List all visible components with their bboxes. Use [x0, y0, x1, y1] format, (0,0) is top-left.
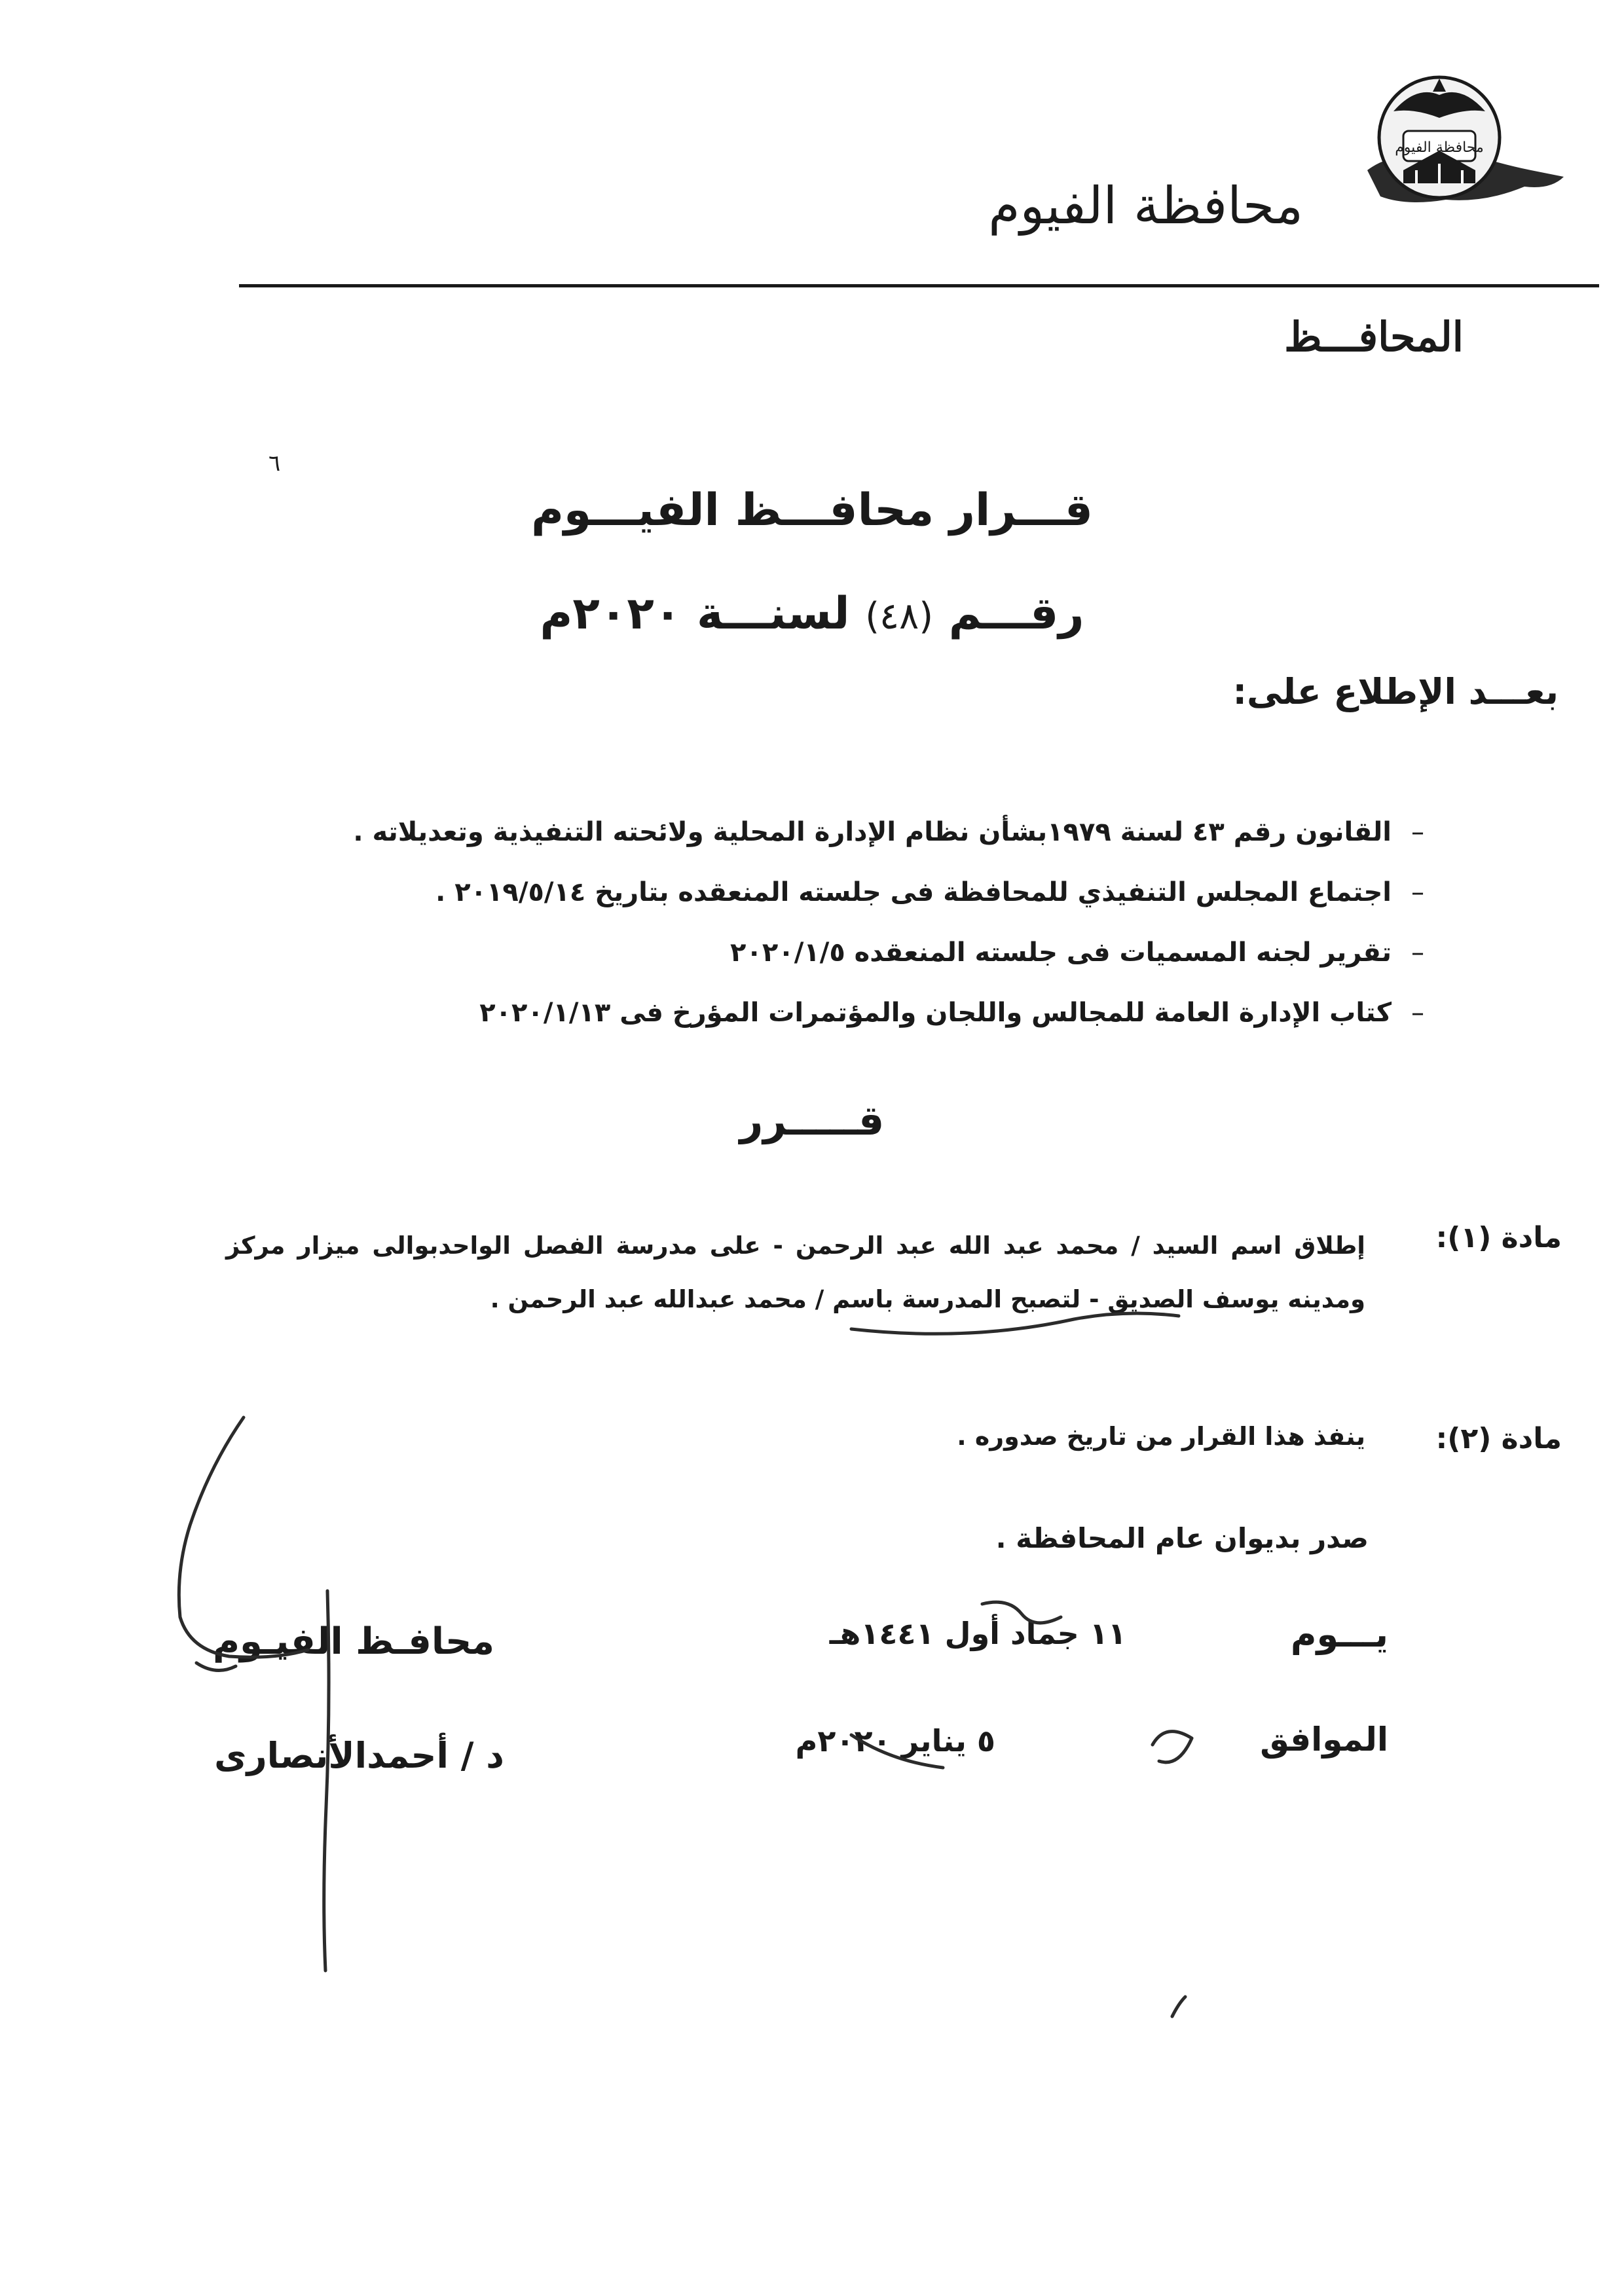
reference-text: تقرير لجنه المسميات فى جلسته المنعقده ٢٠٢٠/١/٥	[730, 938, 1392, 968]
dash-bullet: –	[1411, 817, 1424, 847]
hijri-date-value: ١١ جماد أول ١٤٤١هـ	[829, 1616, 1126, 1651]
gregorian-date-value: ٥ يناير ٢٠٢٠م	[795, 1723, 995, 1758]
header-divider	[239, 284, 1599, 287]
signature-name: د / أحمدالأنصارى	[214, 1735, 504, 1776]
dash-bullet: –	[1411, 877, 1424, 907]
article-1-text: إطلاق اسم السيد / محمد عبد الله عبد الرحمن - على مدرسة الفصل الواحدبوالى ميزار مركز ومدينه يوسف الصديق - لتصبح المدرسة باسم / محمد عبدالله عبد الرحمن .	[226, 1231, 1365, 1313]
list-item	[134, 983, 1444, 1043]
decree-number-suffix: لسنـــة ٢٠٢٠م	[540, 588, 850, 640]
reference-text: القانون رقم ٤٣ لسنة ١٩٧٩بشأن نظام الإدارة المحلية ولائحته التنفيذية وتعديلاته .	[353, 817, 1392, 847]
decided-heading: قـــــرر	[739, 1097, 885, 1144]
office-title: المحافـــظ	[1284, 313, 1464, 361]
references-list	[134, 802, 1444, 1043]
list-item	[134, 862, 1444, 922]
reference-text: كتاب الإدارة العامة للمجالس واللجان والمؤتمرات المؤرخ فى ٢٠٢٠/١/١٣	[479, 998, 1392, 1028]
page-number: ٦	[268, 450, 281, 477]
article-2-label: مادة (٢):	[1435, 1422, 1562, 1455]
governorate-name: محافظة الفيوم	[988, 177, 1303, 236]
reference-text: اجتماع المجلس التنفيذي للمحافظة فى جلسته المنعقده بتاريخ ٢٠١٩/٥/١٤ .	[435, 877, 1392, 907]
signature-title: محافـظ الفيـوم	[212, 1620, 494, 1663]
decree-number-line	[0, 588, 1624, 640]
decree-number: (٤٨)	[865, 595, 934, 638]
hijri-date-label: يـــوم	[1290, 1614, 1388, 1655]
gregorian-date-label: الموافق	[1260, 1721, 1388, 1758]
seal-text: محافظة الفيوم	[1395, 139, 1484, 156]
article-1-label: مادة (١):	[1435, 1221, 1562, 1254]
article-2-text: ينفذ هذا القرار من تاريخ صدوره .	[957, 1422, 1365, 1451]
dash-bullet: –	[1411, 938, 1424, 968]
decree-number-prefix: رقـــم	[948, 588, 1084, 640]
list-item	[134, 802, 1444, 862]
preamble-heading: بعـــد الإطلاع على:	[1232, 671, 1559, 712]
issued-at-line: صدر بديوان عام المحافظة .	[995, 1522, 1369, 1554]
governorate-seal-logo	[1354, 72, 1570, 223]
dash-bullet: –	[1411, 998, 1424, 1028]
list-item	[134, 922, 1444, 983]
decree-title: قـــرار محافـــظ الفيـــوم	[531, 484, 1093, 536]
